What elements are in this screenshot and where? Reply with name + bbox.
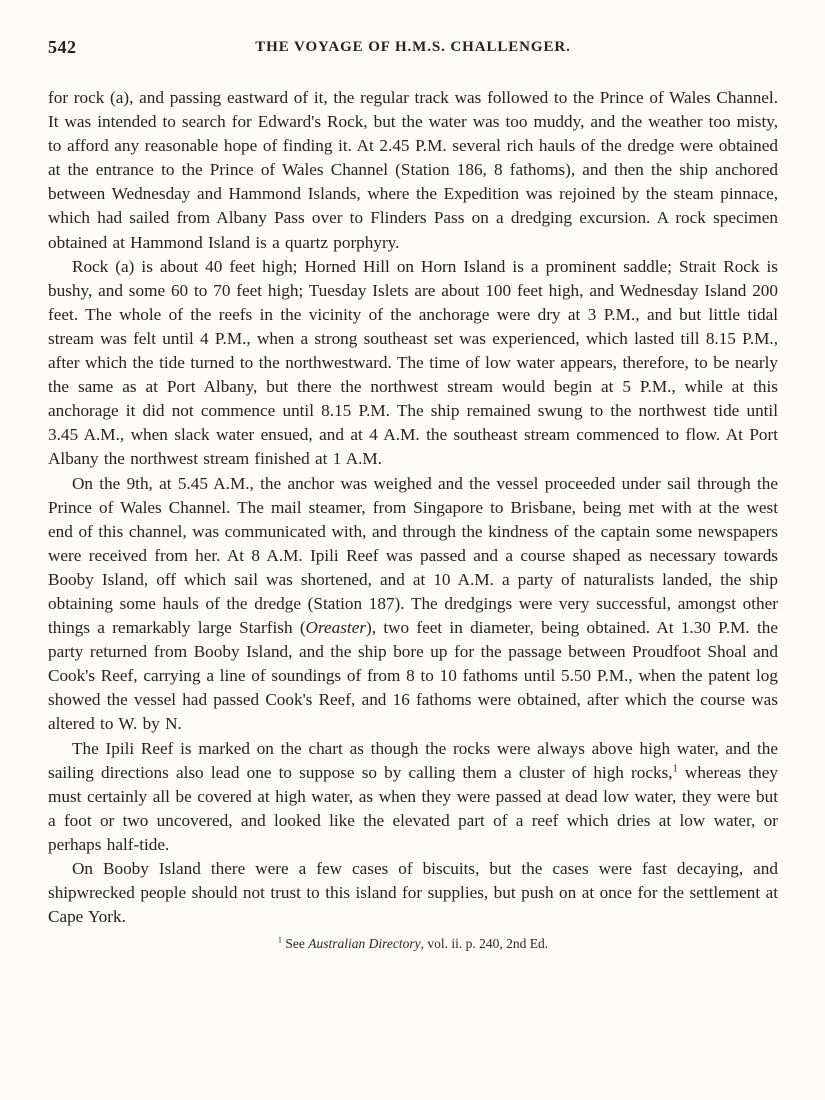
text-run: Oreaster: [305, 618, 367, 638]
text-run: Rock (a) is about 40 feet high; Horned Hill on Horn Island is a prominent saddle; Strait Rock is bushy, and some 60 to 70 feet high; Tuesday Islets are about 100 feet high, and Wednesday Island 200 feet. The whole of the reefs in the vicinity of the anchorage were dry at 3 P.M., and but little tidal stream was felt until 4 P.M., when a strong southeast set was experienced, which lasted till 8.15 P.M., after which the tide turned to the northwestward. The time of low water appears, therefore, to be nearly the same as at Port Albany, but there the northwest stream would begin at 5 P.M., while at this anchorage it did not commence until 8.15 P.M. The ship remained swung to the northwest tide until 3.45 A.M., when slack water ensued, and at 4 A.M. the southeast stream commenced to flow. At Port Albany the northwest stream finished at 1 A.M.: [48, 256, 778, 469]
body-text: [48, 86, 778, 929]
footnote: [48, 936, 778, 952]
text-run: whereas they must certainly all be covered at high water, as when they were passed at dead low water, they were but a foot or two uncovered, and looked like the elevated part of a reef which dries at low water, or perhaps half-tide.: [48, 762, 778, 854]
paragraph: [48, 86, 778, 255]
text-run: On the 9th, at 5.45 A.M., the anchor was weighed and the vessel proceeded under sail through the Prince of Wales Channel. The mail steamer, from Singapore to Brisbane, being met with at the west end of this channel, was communicated with, and through the kindness of the captain some newspapers were received from her. At 8 A.M. Ipili Reef was passed and a course shaped as necessary towards Booby Island, off which sail was shortened, and at 10 A.M. a party of naturalists landed, the ship obtaining some hauls of the dredge (Station 187). The dredgings were very successful, amongst other things a remarkably large Starfish (: [48, 473, 778, 638]
text-run: Australian Directory: [308, 936, 421, 952]
page-number: 542: [48, 37, 77, 57]
paragraph: [48, 857, 778, 929]
footnote-marker: 1: [672, 762, 678, 774]
paragraph: [48, 737, 778, 857]
text-run: The Ipili Reef is marked on the chart as though the rocks were always above high water, and the sailing directions also lead one to suppose so by calling them a cluster of high rocks,: [48, 738, 778, 782]
page-header: [48, 36, 778, 60]
text-run: On Booby Island there were a few cases of biscuits, but the cases were fast decaying, and shipwrecked people should not trust to this island for supplies, but push on at once for the settlement at Cape York.: [48, 859, 778, 927]
text-run: ), two feet in diameter, being obtained. At 1.30 P.M. the party returned from Booby Island, and the ship bore up for the passage between Proudfoot Shoal and Cook's Reef, carrying a line of soundings of from 8 to 10 fathoms until 5.50 P.M., when the patent log showed the vessel had passed Cook's Reef, and 16 fathoms were obtained, after which the course was altered to W. by N.: [48, 618, 778, 734]
paragraph: [48, 472, 778, 737]
paragraph: [48, 255, 778, 472]
footnote-marker: 1: [277, 935, 282, 945]
running-title: THE VOYAGE OF H.M.S. CHALLENGER.: [255, 39, 571, 55]
text-run: for rock (a), and passing eastward of it, the regular track was followed to the Prince of Wales Channel. It was intended to search for Edward's Rock, but the water was too muddy, and the weather too misty, to afford any reasonable hope of finding it. At 2.45 P.M. several rich hauls of the dredge were obtained at the entrance to the Prince of Wales Channel (Station 186, 8 fathoms), and then the ship anchored between Wednesday and Hammond Islands, where the Expedition was rejoined by the steam pinnace, which had sailed from Albany Pass over to Flinders Pass on a dredging excursion. A rock specimen obtained at Hammond Island is a quartz porphyry.: [48, 88, 778, 252]
text-run: , vol. ii. p. 240, 2nd Ed.: [420, 936, 549, 952]
text-run: See: [281, 936, 309, 952]
